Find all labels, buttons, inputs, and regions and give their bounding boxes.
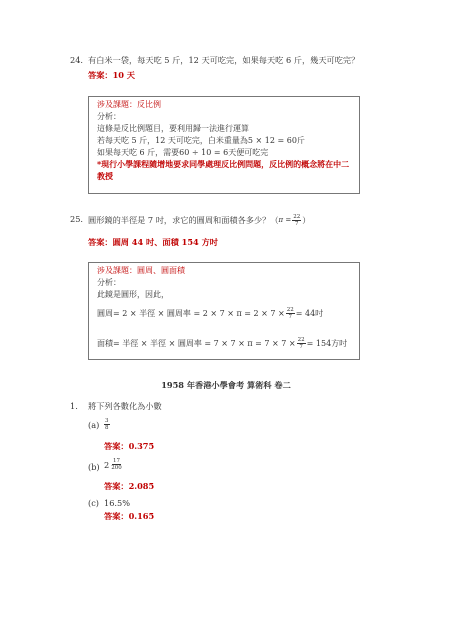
box1-line: 分析： (97, 112, 121, 121)
pi-fraction (292, 214, 301, 227)
circumference-formula (97, 307, 323, 320)
box1-line: 如果每天吃 6 斤，需要60 ÷ 10 = 6天便可吃完 (97, 148, 269, 157)
question-24-text: 有白米一袋，每天吃 5 斤，12 天可吃完，如果每天吃 6 斤，幾天可吃完？ (88, 55, 360, 65)
fraction-denominator: 8 (105, 425, 109, 431)
question-24-answer: 答案：10 天 (88, 70, 135, 80)
part-b-answer: 答案：2.085 (104, 481, 155, 491)
fraction-denominator: 7 (288, 314, 292, 320)
area-text: 面積= 半徑 × 半徑 × 圓周率 = 7 × 7 × π = 7 × 7 × (97, 339, 296, 348)
question-25-close: ） (302, 215, 311, 225)
circumference-result: = 44吋 (295, 309, 324, 318)
box1-topic: 涉及課題：反比例 (97, 100, 161, 109)
area-fraction (297, 337, 306, 350)
fraction-numerator: 17 (112, 458, 120, 464)
box2-line1: 分析： (97, 278, 121, 287)
pi-denominator: 7 (295, 221, 299, 227)
part-b-mixed-number (104, 458, 124, 471)
fraction-numerator: 22 (286, 307, 294, 313)
part-b-label: (b) (88, 462, 100, 472)
question-25-answer: 答案：圓周 44 吋、面積 154 方吋 (88, 237, 218, 247)
part-a-fraction (103, 418, 111, 431)
box1-note-line1: *現行小學課程隨增地要求同學處理反比例問題，反比例的概念將在中二 (97, 159, 350, 169)
area-result: = 154方吋 (306, 339, 348, 348)
fraction-denominator: 200 (111, 465, 122, 471)
question-1-number: 1. (70, 401, 78, 411)
question-25-text: 圓形鏡的半徑是 7 吋，求它的圓周和面積各多少？（ (88, 215, 279, 225)
part-c-answer: 答案：0.165 (104, 511, 155, 521)
box1-line: 這條是反比例題目，要利用歸一法進行運算 (97, 124, 249, 133)
mixed-whole: 2 (104, 459, 110, 470)
box2-line2: 此鏡是圓形，因此， (97, 290, 169, 299)
section-title: 1958 年香港小學會考 算術科 卷二 (161, 380, 291, 390)
analysis-box-circle (88, 262, 360, 360)
pi-numerator: 22 (293, 214, 301, 220)
circumference-fraction (286, 307, 295, 320)
box2-topic: 涉及課題：圓周、圓面積 (97, 266, 185, 275)
pi-label: π = (278, 216, 292, 224)
box1-note-line2: 教授 (97, 171, 113, 181)
part-c-label: (c) (88, 498, 99, 508)
part-a-answer: 答案：0.375 (104, 441, 155, 451)
area-formula (97, 337, 347, 350)
box1-line: 若每天吃 5 斤，12 天可吃完，白米重量為5 × 12 = 60斤 (97, 136, 305, 145)
circumference-text: 圓周= 2 × 半徑 × 圓周率 = 2 × 7 × π = 2 × 7 × (97, 309, 285, 318)
part-a-label: (a) (88, 420, 100, 430)
question-25-number: 25. (70, 214, 84, 224)
fraction-numerator: 22 (297, 337, 305, 343)
question-25-text-row (88, 214, 310, 227)
fraction-numerator: 3 (105, 418, 109, 424)
question-1-text: 將下列各數化為小數 (88, 401, 162, 411)
analysis-box-inverse-proportion (88, 96, 360, 194)
question-24-number: 24. (70, 55, 84, 65)
part-c-value: 16.5% (104, 498, 131, 508)
fraction-denominator: 7 (299, 344, 303, 350)
